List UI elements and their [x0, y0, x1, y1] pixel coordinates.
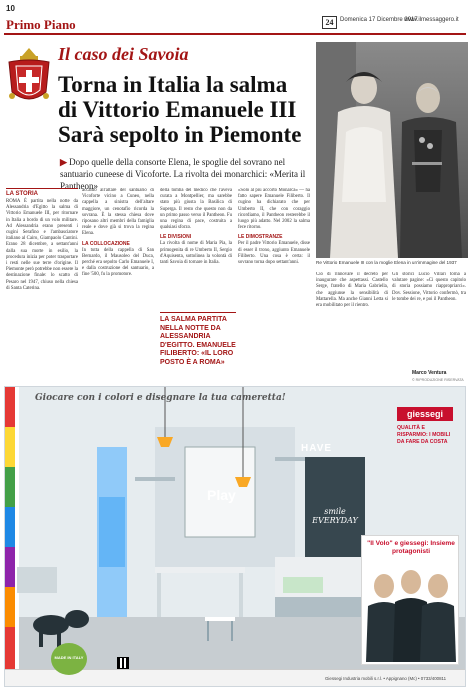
room-word-play: Play	[207, 487, 236, 503]
headline-line: Torna in Italia la salma	[58, 72, 288, 97]
made-in-italy-badge: MADE IN ITALY	[51, 643, 87, 675]
column-text: La rivolta di nome di Maria Pia, la primogenita di re Umberto II, Sergio d'Aquisenta, sottolinea la volontà di tanti Savoia di tornare in Italia.	[160, 241, 232, 266]
ad-tagline: Giocare con i colori e disegnare la tua cameretta!	[35, 393, 286, 403]
photo-caption: Re Vittorio Emanuele III con la moglie Elena in un'immagine del 1937	[316, 260, 457, 265]
article-column	[82, 188, 154, 374]
royal-couple-photo	[316, 42, 468, 258]
section-label: Primo Piano	[6, 17, 76, 32]
deck-arrow-icon: ▶	[60, 157, 67, 167]
article-kicker: Il caso dei Savoia	[58, 44, 189, 64]
header-divider	[4, 33, 466, 35]
column-subheading: LA COLLOCAZIONE	[82, 240, 130, 247]
headline-line: di Vittorio Emanuele III	[58, 97, 297, 122]
headline-line: Sarà sepolto in Piemonte	[58, 122, 302, 147]
column-text: ROMA È partita nella notte da Alessandria d'Egitto la salma di Vittorio Emanuele III, per ritornare in Italia a bordo di un volo militare. Ad Alessandria erano presenti i cugini Serafino e l'ambasciatore italiano al Cairo, Giampaolo Cantini. Erano 28 dicembre, a settant'anni dalla sua morte in esilio, la procedura inizia per poter trasportare i resti nelle sue terre d'origine. Il Piemonte però potrebbe non essere la destinazione finale: lo scatto di Pesaro nel 1947, chiuso nella chiesa di Santa Caterina.	[6, 199, 78, 291]
brand-logo[interactable]: giessegi	[397, 407, 453, 421]
promo-box[interactable]	[361, 535, 459, 665]
qr-code-icon[interactable]	[117, 657, 129, 669]
article-headline	[58, 72, 316, 147]
article-column	[316, 272, 388, 374]
promo-title: "Il Volo" e giessegi: Insieme protagonisti	[367, 540, 455, 555]
site-url[interactable]: www.ilmessaggero.it	[404, 17, 459, 23]
copyright-note: © RIPRODUZIONE RISERVATA	[412, 378, 464, 382]
column-text: «Solo al più accorto Monarca» — ha fatto sapere Emanuele Filiberto. Il cugino ha dichiarato che per Umberto II, che con coraggio ricordiamo, il Pantheon resterebbe il luogo più adatto. Nel 2002 la salma fece ritorno.	[238, 188, 310, 231]
article-column	[392, 272, 466, 368]
column-text: accanto all'altare del santuario di Vicoforte vicino a Cuneo, nella cappella a sinistra dell'altare maggiore, un cenotafio ricorda la sovrana. È la stessa chiesa dove riposano altri membri della famiglia reale e dove già si trova la regina Elena.	[82, 188, 154, 237]
furniture-advertisement[interactable]	[4, 386, 466, 687]
savoy-coat-of-arms-icon	[6, 46, 52, 108]
room-word-have: HAVE	[301, 443, 333, 454]
brand-slogan: QUALITÀ E RISPARMIO: I MOBILI DA FARE DA COSTA	[397, 425, 451, 445]
article-column	[238, 188, 310, 374]
column-text: Per il padre Vittorio Emanuele, disse di esser il trono, aggiunto Emanuele Filiberto. Una cosa è certa: il sovrano torna dopo settant'anni.	[238, 241, 310, 266]
column-text: Ciò di rinnovare il decreto per inaugurare che aspettassi. Castello Serge, fratello di Maria Gabriella, che aggiunse la sensibilità di Mattarella. Ma anche Gianni Letta si era mobilitato per il rientro.	[316, 272, 388, 309]
column-text: In tutta della cappella di San Bernardo, il Mausoleo del Duca, perché era sepolto Carlo Emanuele I, e dalla costruzione del santuario, a fine '500, fu la promotore.	[82, 247, 154, 278]
author-byline: Marco Ventura	[412, 370, 447, 376]
article-deck	[60, 156, 314, 192]
singers-photo	[362, 562, 460, 662]
column-text: della tomba del medico che l'aveva curata a Montpellier, ma sarebbe stato più giusta la Basilica di Superga. Il resto che questo non da un primo passo verso il Pantheon. Fu una regina di pace, costruita a qualsiasi sforzo.	[160, 188, 232, 231]
issue-date: Domenica 17 Dicembre 2017	[340, 17, 418, 23]
page-number: 10	[6, 4, 15, 13]
company-info: Giessegi Industria mobili s.r.l. • Appignano (Mc) • 0733/400811	[325, 676, 447, 681]
article-column	[6, 188, 78, 374]
column-subheading: LE DIVISIONI	[160, 234, 192, 241]
deck-text: Dopo quelle della consorte Elena, le spoglie del sovrano nel santuario cuneese di Vicoforte. La rivolta dei monarchici: «Merita il Pantheon»	[60, 157, 306, 191]
column-text: Gli storici Lucio Villari torna a valutare pagine: «Ci questo capitolo di storia possiamo riappropriarci». Dov. Sessione, Vittorio confermò, tra le tombe dei re, e poi il Pantheon.	[392, 272, 466, 302]
pull-quote: LA SALMA PARTITA NELLA NOTTE DA ALESSANDRIA D'EGITTO. EMANUELE FILIBERTO: «IL LORO POSTO È A ROMA»	[160, 312, 236, 367]
article-column	[160, 188, 232, 308]
column-heading: LA STORIA	[6, 188, 78, 197]
masthead-logo: 24	[322, 16, 337, 29]
photo-illustration	[316, 42, 468, 258]
room-word-smile: smile EVERYDAY	[312, 507, 358, 525]
page-header	[4, 4, 466, 36]
column-subheading: LE DIMOSTRANZE	[238, 234, 283, 241]
